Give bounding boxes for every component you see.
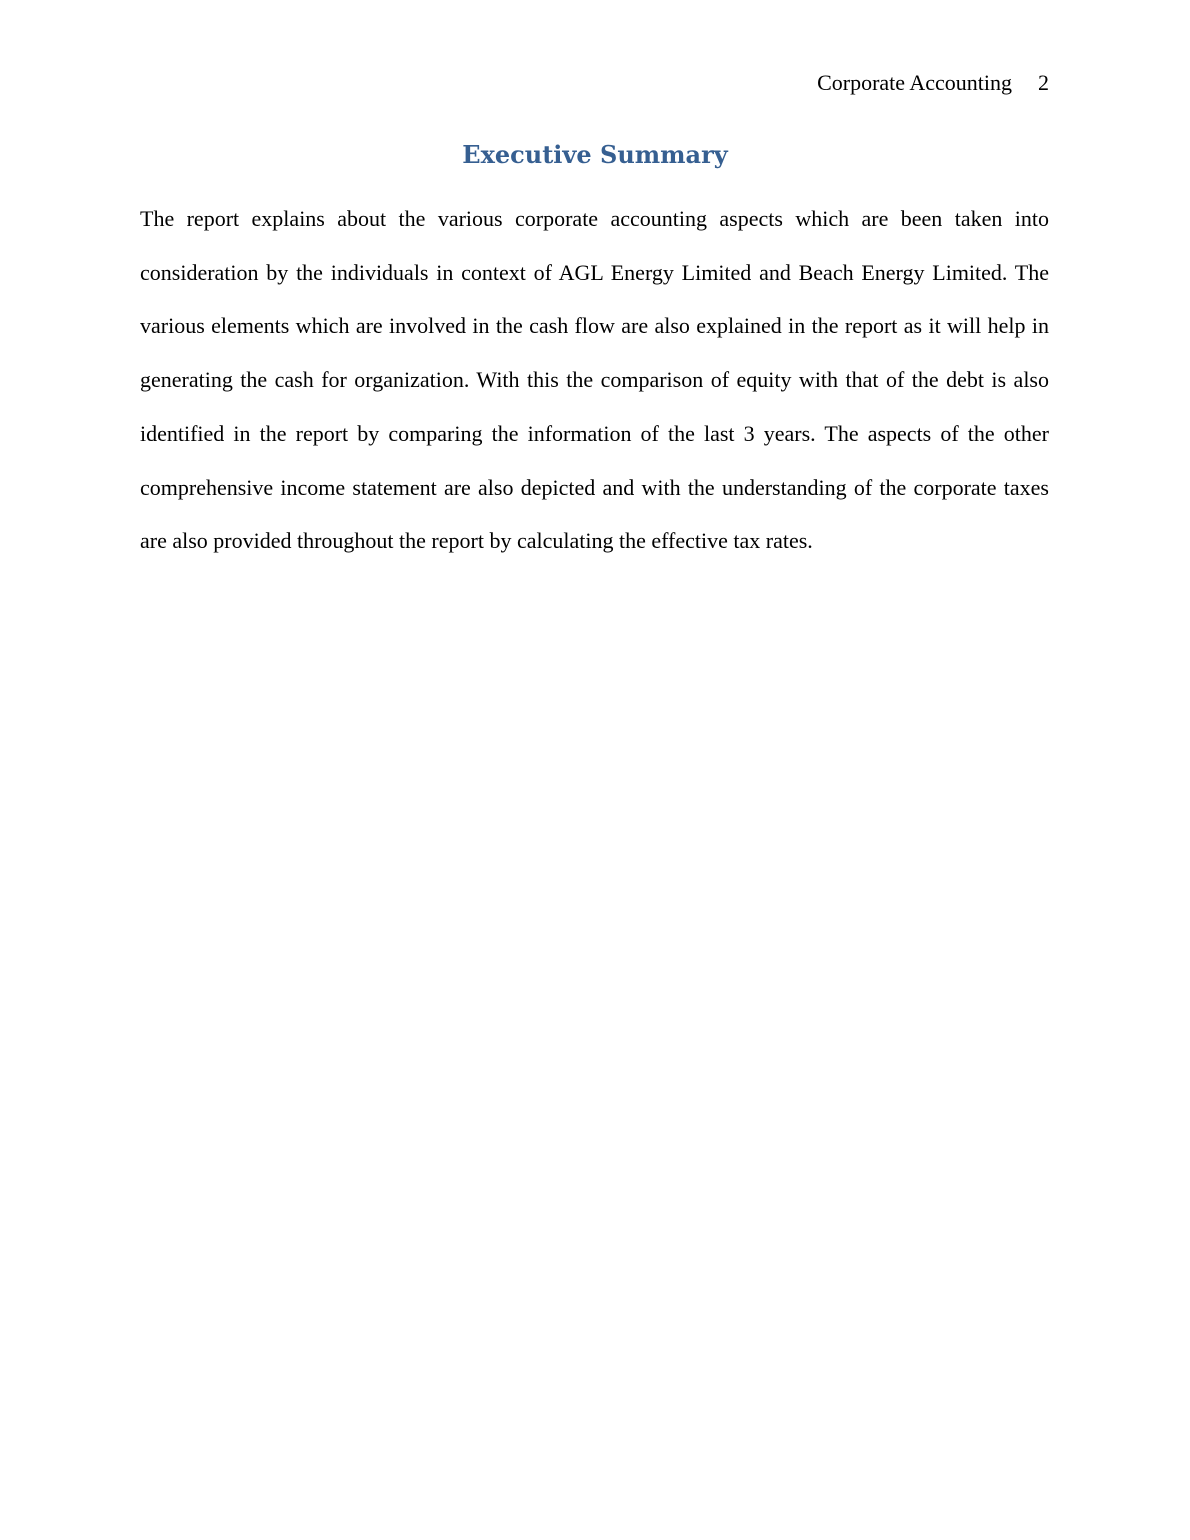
- body-paragraph: The report explains about the various corporate accounting aspects which are been taken into consideration by the individuals in context of AGL Energy Limited and Beach Energy Limited. The various elements which are involved in the cash flow are also explained in the report as it will help in generating the cash for organization. With this the comparison of equity with that of the debt is also identified in the report by comparing the information of the last 3 years. The aspects of the other comprehensive income statement are also depicted and with the understanding of the corporate taxes are also provided throughout the report by calculating the effective tax rates.: [140, 206, 1049, 554]
- section-title: Executive Summary: [462, 140, 728, 169]
- page-header: [817, 68, 1049, 98]
- running-title: Corporate Accounting: [817, 70, 1012, 95]
- page-number: 2: [1038, 70, 1049, 95]
